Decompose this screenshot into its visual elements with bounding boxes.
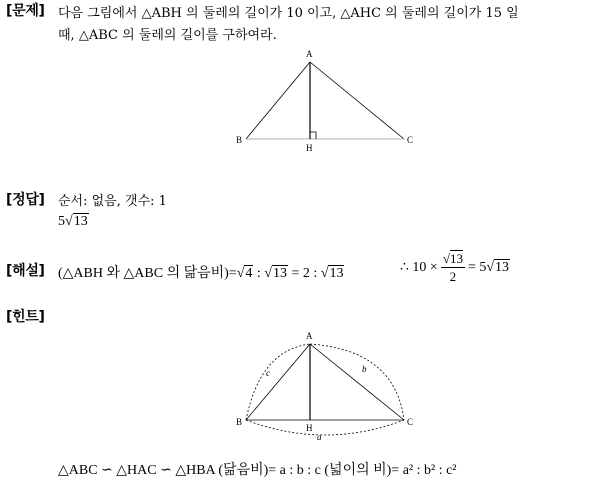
answer-radicand: 13 bbox=[73, 214, 88, 229]
colon-1: : bbox=[253, 266, 265, 281]
equals-2: = 5 bbox=[467, 259, 487, 275]
answer-label: [정답] bbox=[6, 192, 45, 208]
vertex-a-label: A bbox=[306, 331, 313, 341]
radicand-2: 13 bbox=[272, 266, 287, 281]
radicand-1: 4 bbox=[245, 266, 253, 281]
numerator-radicand: 13 bbox=[449, 251, 463, 266]
radicand-3: 13 bbox=[329, 266, 344, 281]
vertex-h-label: H bbox=[306, 143, 313, 153]
vertex-h-label: H bbox=[306, 423, 313, 433]
therefore-text: ∴ 10 × bbox=[400, 260, 438, 275]
problem-line-1: 다음 그림에서 △ABH 의 둘레의 길이가 10 이고, △AHC 의 둘레의 길이가 15 일 bbox=[58, 6, 519, 21]
arc-a bbox=[246, 420, 404, 435]
problem-label: [문제] bbox=[6, 3, 45, 19]
side-c-label: c bbox=[266, 368, 270, 378]
solution-ratio-text: (△ABH 와 △ABC 의 닮음비)= bbox=[58, 266, 237, 281]
side-a-label: a bbox=[317, 432, 322, 442]
side-ab bbox=[246, 344, 310, 420]
sqrt-3: √13 bbox=[320, 266, 344, 281]
side-ac bbox=[310, 344, 404, 420]
vertex-a-label: A bbox=[306, 49, 313, 59]
hint-formula: △ABC ∽ △HAC ∽ △HBA (닮음비)= a : b : c (넓이의 비)= a² : b² : c² bbox=[58, 463, 457, 478]
solution-label: [해설] bbox=[6, 263, 45, 279]
vertex-b-label: B bbox=[236, 135, 243, 145]
equals-1: = 2 : bbox=[287, 266, 321, 281]
radicand-4: 13 bbox=[495, 259, 510, 275]
answer-line-1: 순서: 없음, 갯수: 1 bbox=[58, 194, 167, 209]
answer-coefficient: 5 bbox=[58, 214, 65, 229]
fraction-denominator: 2 bbox=[449, 269, 457, 284]
vertex-c-label: C bbox=[407, 417, 414, 427]
vertex-c-label: C bbox=[407, 135, 414, 145]
side-b-label: b bbox=[362, 364, 367, 374]
sqrt-2: √13 bbox=[264, 266, 287, 281]
sqrt-4: √13 bbox=[486, 259, 510, 275]
hint-label: [힌트] bbox=[6, 309, 45, 325]
problem-line-2: 때, △ABC 의 둘레의 길이를 구하여라. bbox=[58, 28, 277, 43]
vertex-b-label: B bbox=[236, 417, 243, 427]
sqrt-1: √4 bbox=[236, 266, 253, 281]
fraction-numerator: √13 bbox=[442, 251, 463, 266]
answer-sqrt: √13 bbox=[65, 214, 88, 229]
